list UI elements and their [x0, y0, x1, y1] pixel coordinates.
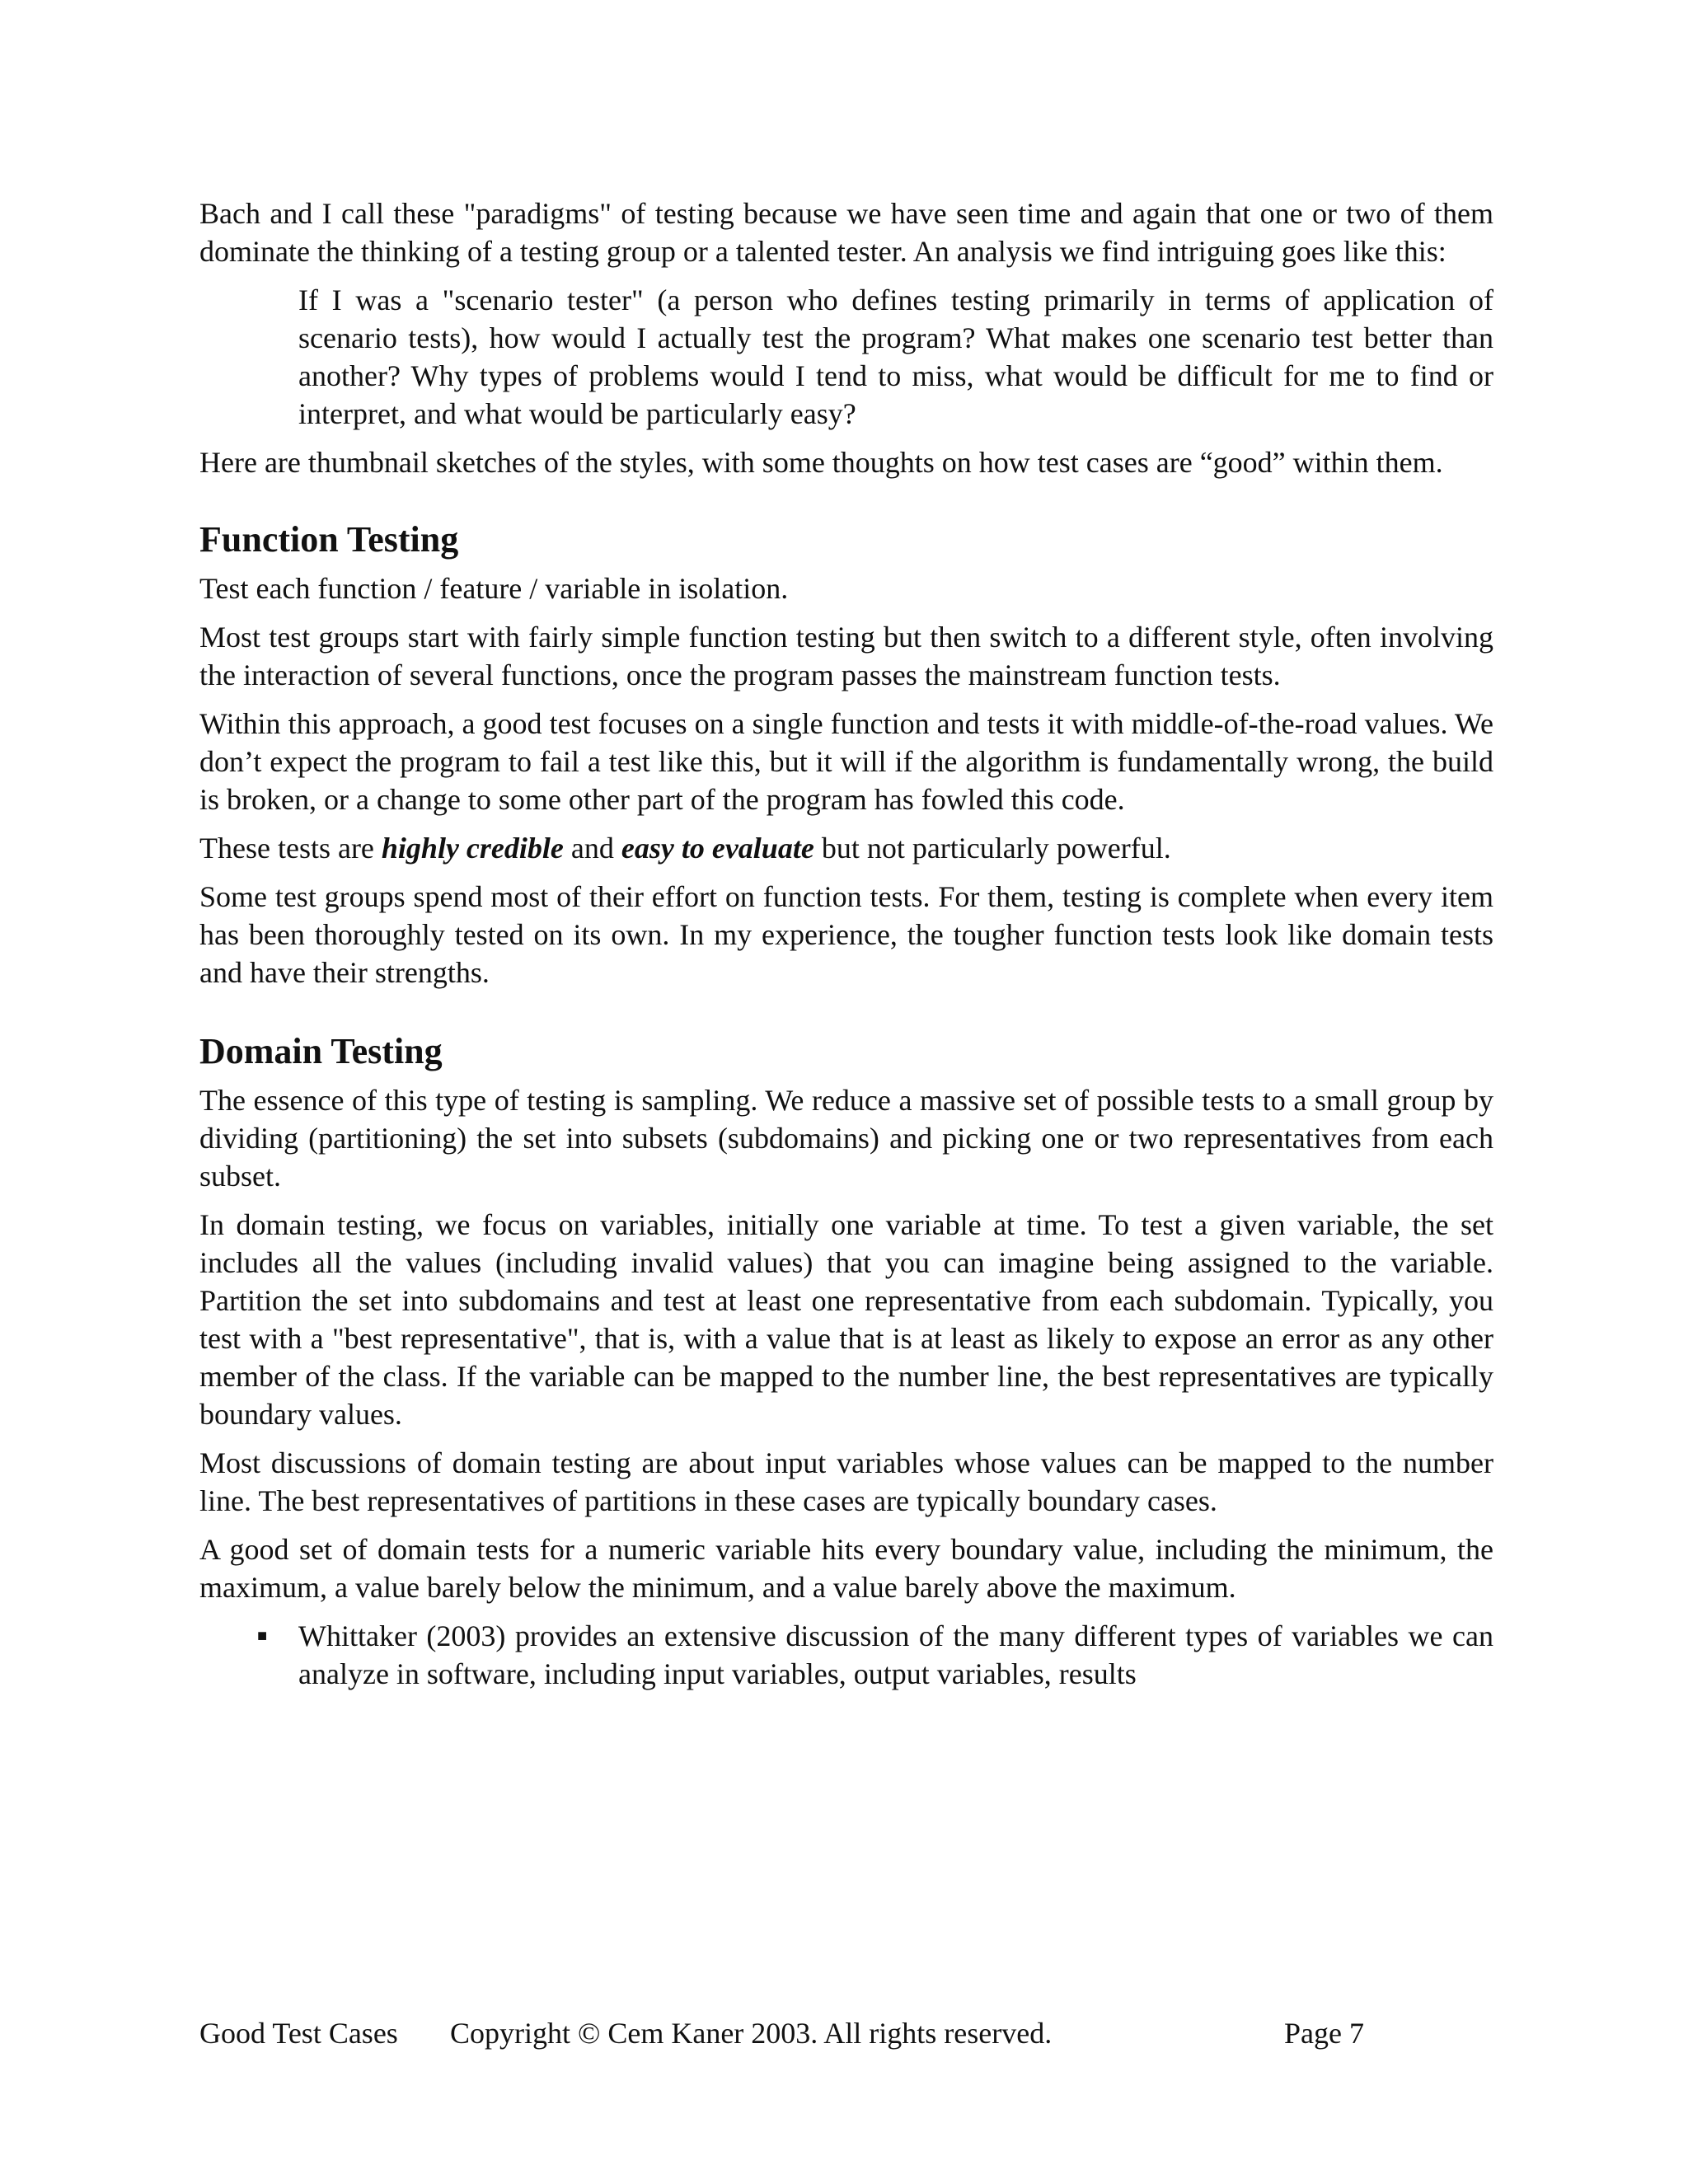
footer-page-number: Page 7 — [1284, 2017, 1364, 2050]
function-testing-paragraph: Some test groups spend most of their effort on function tests. For them, testing is complete when every item has been thoroughly tested on its own. In my experience, the tougher function tests look like domain tests and have their strengths. — [199, 880, 1493, 989]
scenario-quote: If I was a "scenario tester" (a person who defines testing primarily in terms of application of scenario tests), how would I actually test the program? What makes one scenario test better than another? Why types of problems would I tend to miss, what would be difficult for me to find or interpret, and what would be particularly easy? — [298, 284, 1493, 430]
bullet-list-item — [257, 1617, 1493, 1693]
emphasis-easy-to-evaluate: easy to evaluate — [621, 832, 814, 865]
function-testing-credibility — [199, 829, 1493, 867]
domain-testing-heading: Domain Testing — [199, 1031, 443, 1071]
emphasis-highly-credible: highly credible — [381, 832, 564, 865]
function-testing-paragraph: Within this approach, a good test focuses on a single function and tests it with middle-of-the-road values. We don’t expect the program to fail a test like this, but it will if the algorithm is fundamentally wrong, the build is broken, or a change to some other part of the program has fowled this code. — [199, 707, 1493, 816]
page-body — [199, 194, 1493, 1693]
text-run: and — [563, 832, 621, 865]
intro-paragraph: Bach and I call these "paradigms" of testing because we have seen time and again that one or two of them dominate the thinking of a testing group or a talented tester. An analysis we find intriguing goes like this: — [199, 197, 1493, 268]
function-testing-paragraph: Most test groups start with fairly simple function testing but then switch to a different style, often involving the interaction of several functions, once the program passes the mainstream function tests. — [199, 621, 1493, 691]
bullet-text: Whittaker (2003) provides an extensive discussion of the many different types of variables we can analyze in software, including input variables, output variables, results — [298, 1619, 1493, 1690]
function-testing-heading: Function Testing — [199, 519, 459, 560]
domain-testing-paragraph: The essence of this type of testing is sampling. We reduce a massive set of possible tests to a small group by dividing (partitioning) the set into subsets (subdomains) and picking one or two representatives from each subset. — [199, 1084, 1493, 1193]
domain-testing-paragraph: Most discussions of domain testing are about input variables whose values can be mapped to the number line. The best representatives of partitions in these cases are typically boundary cases. — [199, 1446, 1493, 1517]
square-bullet-icon: ■ — [257, 1627, 268, 1645]
function-testing-definition: Test each function / feature / variable in isolation. — [199, 572, 789, 605]
domain-testing-paragraph: A good set of domain tests for a numeric variable hits every boundary value, including the minimum, the maximum, a value barely below the minimum, and a value barely above the maximum. — [199, 1533, 1493, 1604]
footer-copyright: Copyright © Cem Kaner 2003. All rights reserved. — [450, 2017, 1053, 2050]
text-run: but not particularly powerful. — [814, 832, 1171, 865]
footer-document-title: Good Test Cases — [199, 2017, 398, 2050]
text-run: These tests are — [199, 832, 382, 865]
intro-paragraph-2: Here are thumbnail sketches of the styles, with some thoughts on how test cases are “good” within them. — [199, 446, 1443, 479]
domain-testing-paragraph: In domain testing, we focus on variables, initially one variable at time. To test a given variable, the set includes all the values (including invalid values) that you can imagine being assigned to the variable. Partition the set into subdomains and test at least one representative from each subdomain. Typically, you test with a "best representative", that is, with a value that is at least as likely to expose an error as any other member of the class. If the variable can be mapped to the number line, the best representatives are typically boundary values. — [199, 1208, 1493, 1431]
